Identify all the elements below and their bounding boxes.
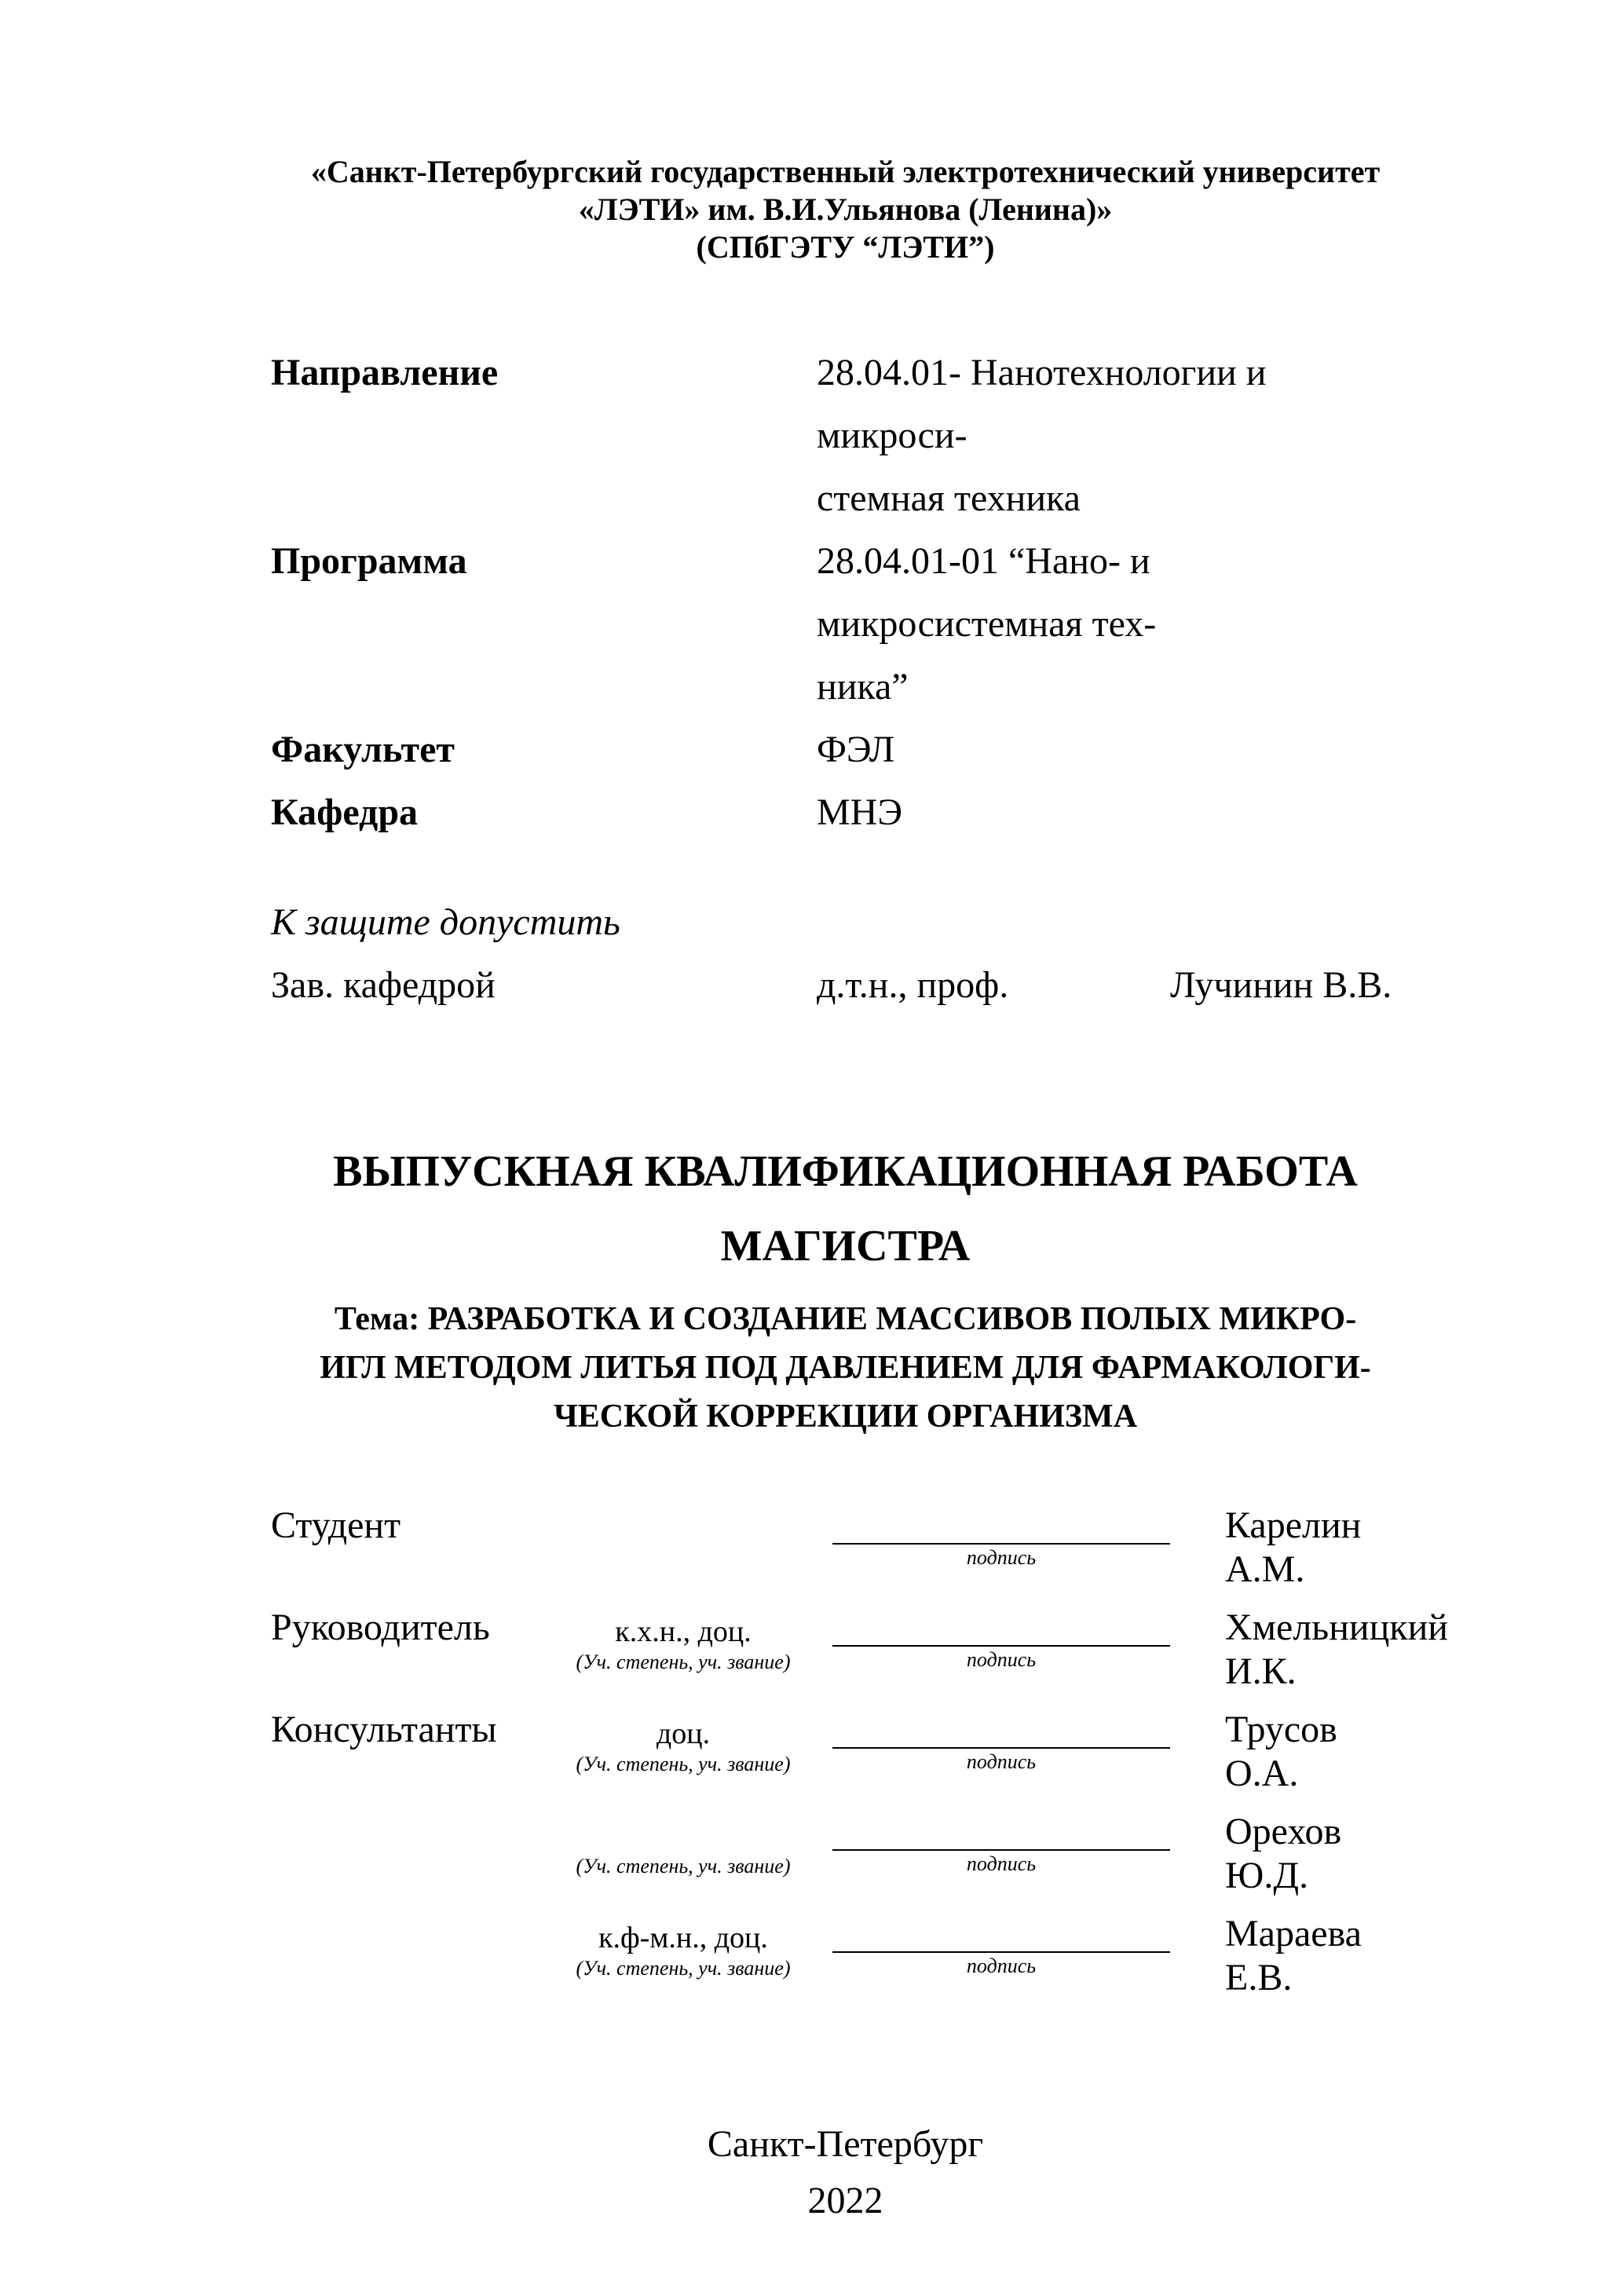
consultant-3-signature-caption: подпись bbox=[966, 1954, 1037, 1977]
head-of-department-name: Лучинин В.В. bbox=[1170, 964, 1392, 1006]
student-degree-block bbox=[550, 1504, 817, 1548]
program-value-line2: ника” bbox=[817, 666, 909, 707]
consultant-1-name: Трусов О.А. bbox=[1225, 1709, 1337, 1794]
university-header-line2: «ЛЭТИ» им. В.И.Ульянова (Ленина)» bbox=[578, 192, 1113, 227]
consultant-3-degree-block bbox=[550, 1912, 817, 1981]
consultant-2-degree-block bbox=[550, 1810, 817, 1879]
thesis-theme-line2: ИГЛ МЕТОДОМ ЛИТЬЯ ПОД ДАВЛЕНИЕМ ДЛЯ ФАРМАКОЛОГИ- bbox=[320, 1350, 1371, 1386]
faculty-value-line1: ФЭЛ bbox=[817, 729, 895, 770]
consultant-2-signature-block bbox=[817, 1810, 1225, 1877]
consultant-3-name: Мараева Е.В. bbox=[1225, 1913, 1362, 1998]
consultant-3-signature-line bbox=[832, 1912, 1170, 1953]
head-of-department-label: Зав. кафедрой bbox=[271, 964, 496, 1006]
student-role-label: Студент bbox=[271, 1504, 401, 1546]
thesis-title-line1: ВЫПУСКНАЯ КВАЛИФИКАЦИОННАЯ РАБОТА bbox=[333, 1147, 1358, 1196]
signature-row-consultant-3 bbox=[271, 1912, 1420, 2014]
info-row-faculty bbox=[271, 718, 1420, 781]
supervisor-role-label: Руководитель bbox=[271, 1607, 490, 1648]
signature-row-consultant-2 bbox=[271, 1810, 1420, 1912]
consultant-1-signature-block bbox=[817, 1708, 1225, 1775]
university-header bbox=[271, 153, 1420, 266]
university-header-line1: «Санкт-Петербургский государственный электротехнический университет bbox=[310, 154, 1381, 189]
program-value-line1: 28.04.01-01 “Нано- и микросистемная тех- bbox=[817, 540, 1157, 645]
thesis-theme bbox=[271, 1295, 1420, 1441]
supervisor-degree-block bbox=[550, 1606, 817, 1675]
consultant-1-degree-block bbox=[550, 1708, 817, 1777]
admission-block bbox=[271, 891, 1420, 1017]
department-value bbox=[817, 781, 1420, 844]
consultant-1-degree-caption: (Уч. степень, уч. звание) bbox=[576, 1753, 791, 1775]
admission-note: К защите допустить bbox=[271, 901, 620, 943]
consultant-3-degree-caption: (Уч. степень, уч. звание) bbox=[576, 1957, 791, 1980]
info-row-direction bbox=[271, 342, 1420, 530]
supervisor-degree-caption: (Уч. степень, уч. звание) bbox=[576, 1651, 791, 1673]
thesis-title bbox=[271, 1135, 1420, 1284]
consultant-2-degree-caption: (Уч. степень, уч. звание) bbox=[576, 1855, 791, 1877]
direction-value-line2: стемная техника bbox=[817, 477, 1081, 519]
supervisor-degree: к.х.н., доц. bbox=[615, 1615, 752, 1648]
signature-row-student bbox=[271, 1504, 1420, 1606]
footer-block bbox=[271, 2116, 1420, 2229]
consultant-1-signature-caption: подпись bbox=[966, 1750, 1037, 1773]
supervisor-signature-caption: подпись bbox=[966, 1648, 1037, 1671]
consultant-3-degree: к.ф-м.н., доц. bbox=[598, 1921, 768, 1954]
signatures-section bbox=[271, 1504, 1448, 2014]
footer-year: 2022 bbox=[807, 2180, 883, 2221]
direction-value bbox=[817, 342, 1420, 530]
thesis-title-line2: МАГИСТРА bbox=[720, 1222, 971, 1270]
signature-row-consultant-1 bbox=[271, 1708, 1420, 1810]
info-row-department bbox=[271, 781, 1420, 844]
supervisor-name: Хмельницкий И.К. bbox=[1225, 1607, 1448, 1692]
faculty-label: Факультет bbox=[271, 729, 455, 770]
thesis-theme-line1: Тема: РАЗРАБОТКА И СОЗДАНИЕ МАССИВОВ ПОЛЫХ МИКРО- bbox=[334, 1301, 1357, 1337]
supervisor-signature-line bbox=[832, 1606, 1170, 1647]
faculty-value bbox=[817, 718, 1420, 781]
student-signature-line bbox=[832, 1504, 1170, 1545]
footer-city: Санкт-Петербург bbox=[707, 2123, 984, 2165]
program-value bbox=[817, 530, 1420, 718]
consultant-3-signature-block bbox=[817, 1912, 1225, 1980]
consultant-1-degree: доц. bbox=[656, 1717, 711, 1750]
consultant-2-name: Орехов Ю.Д. bbox=[1225, 1811, 1342, 1896]
consultant-2-signature-caption: подпись bbox=[966, 1852, 1037, 1875]
admission-row bbox=[271, 954, 1420, 1017]
head-of-department-degree: д.т.н., проф. bbox=[817, 964, 1009, 1006]
direction-value-line1: 28.04.01- Нанотехнологии и микроси- bbox=[817, 352, 1267, 456]
info-row-program bbox=[271, 530, 1420, 718]
program-info-table bbox=[271, 342, 1420, 844]
consultant-1-signature-line bbox=[832, 1708, 1170, 1749]
consultant-2-signature-line bbox=[832, 1810, 1170, 1851]
thesis-theme-line3: ЧЕСКОЙ КОРРЕКЦИИ ОРГАНИЗМА bbox=[553, 1398, 1138, 1435]
student-signature-block bbox=[817, 1504, 1225, 1571]
program-label: Программа bbox=[271, 540, 467, 582]
consultants-role-label: Консультанты bbox=[271, 1709, 497, 1750]
student-signature-caption: подпись bbox=[966, 1546, 1037, 1569]
direction-label: Направление bbox=[271, 352, 499, 393]
supervisor-signature-block bbox=[817, 1606, 1225, 1673]
signature-row-supervisor bbox=[271, 1606, 1448, 1708]
department-label: Кафедра bbox=[271, 792, 419, 833]
department-value-line1: МНЭ bbox=[817, 792, 903, 833]
university-header-line3: (СПбГЭТУ “ЛЭТИ”) bbox=[696, 229, 995, 265]
student-name: Карелин А.М. bbox=[1225, 1504, 1362, 1590]
